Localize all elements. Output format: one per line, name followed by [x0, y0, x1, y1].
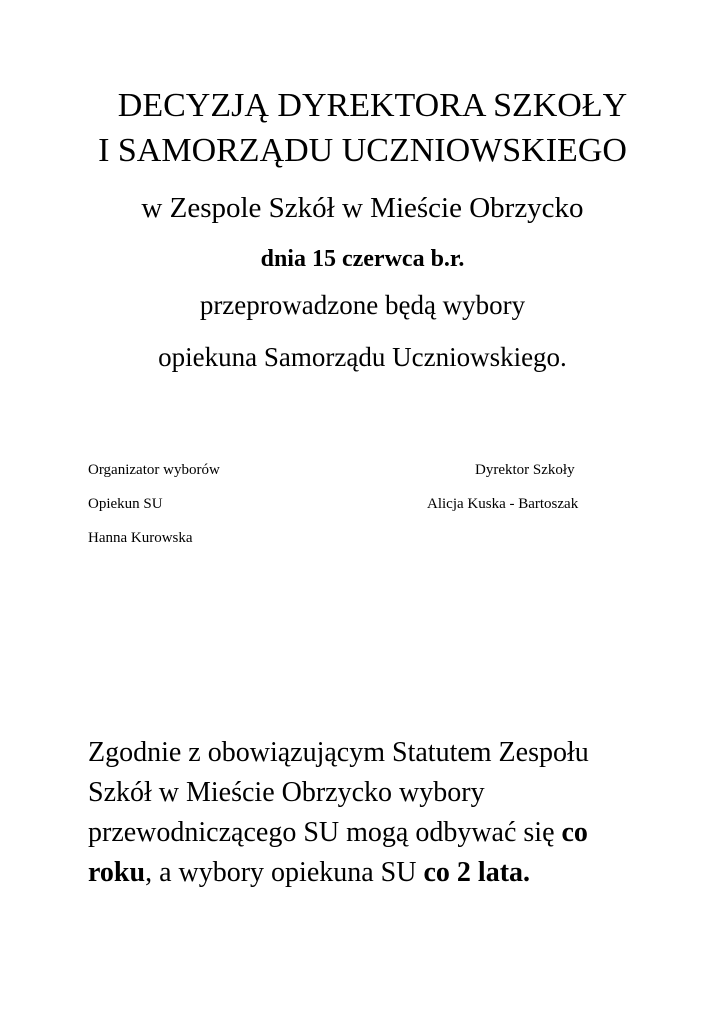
statute-line-3-text: przewodniczącego SU mogą odbywać się [88, 817, 562, 848]
statute-line-4-bold-end: co 2 lata. [423, 857, 531, 888]
statute-paragraph [88, 733, 648, 893]
organizer-name: Hanna Kurowska [88, 530, 193, 546]
statute-line-2: Szkół w Mieście Obrzycko wybory [88, 777, 485, 808]
statute-line-4-bold-start: roku [88, 857, 146, 888]
organizer-role: Opiekun SU [88, 496, 163, 512]
organizer-title: Organizator wyborów [88, 462, 220, 478]
election-date: dnia 15 czerwca b.r. [260, 246, 465, 272]
statute-line-1: Zgodnie z obowiązującym Statutem Zespołu [88, 737, 589, 768]
heading-line-2: I SAMORZĄDU UCZNIOWSKIEGO [98, 132, 627, 169]
heading-line-1: DECYZJĄ DYREKTORA SZKOŁY [117, 87, 628, 124]
announcement-line-2: opiekuna Samorządu Uczniowskiego. [158, 342, 567, 372]
director-title: Dyrektor Szkoły [475, 462, 575, 478]
announcement-line-1: przeprowadzone będą wybory [199, 290, 526, 320]
director-name: Alicja Kuska - Bartoszak [427, 496, 579, 512]
statute-line-3 [88, 813, 648, 853]
statute-line-4-text: , a wybory opiekuna SU [145, 857, 424, 888]
statute-line-3-bold: co [561, 817, 588, 848]
statute-line-4 [88, 853, 648, 893]
school-name: w Zespole Szkół w Mieście Obrzycko [141, 192, 584, 224]
